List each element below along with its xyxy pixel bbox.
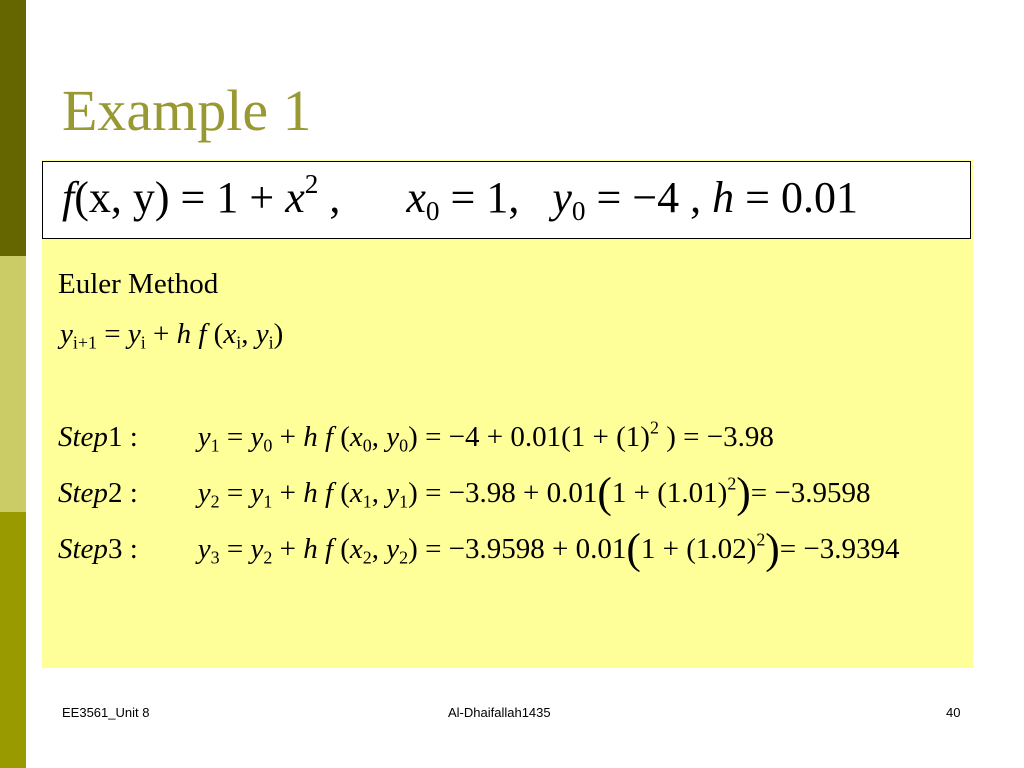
given-func-args: (x, y) (74, 173, 170, 222)
formula-y-sub: i (140, 332, 146, 353)
slide-title: Example 1 (62, 78, 312, 143)
step-x-sub: 0 (362, 435, 372, 456)
formula-x: x (223, 318, 237, 350)
given-y0-sub: 0 (571, 196, 586, 227)
step-computation: = −3.9598 + 0.01 (425, 533, 627, 565)
given-y0-value: = −4 , (596, 173, 702, 222)
sidebar-stripe-dark (0, 0, 26, 256)
step-rhs-sub: 2 (263, 547, 273, 568)
step-rhs-sub: 0 (263, 435, 273, 456)
step-f: f (324, 421, 333, 453)
step-y: y (386, 533, 400, 565)
step-number: 3 : (107, 533, 138, 565)
step-h: h (303, 477, 318, 509)
formula-lhs-sub: i+1 (72, 332, 97, 353)
step-x: x (349, 533, 363, 565)
sidebar-stripe-light (0, 256, 26, 512)
formula-h: h (176, 318, 192, 350)
step-f: f (324, 533, 333, 565)
step-result: ) = −3.98 (666, 421, 774, 453)
given-func-name: f (62, 173, 75, 222)
footer-author: Al-Dhaifallah1435 (448, 705, 551, 720)
euler-formula (60, 318, 283, 351)
formula-open: ( (206, 318, 224, 350)
step-row-2: Step2 : $y_2 = y_1 + h$ f ($x_1$, $y_1) = -3.98 + 0.01(1 + (1.01)^2)= -3.9598$ (58, 469, 871, 518)
step-rhs-y: y (250, 477, 264, 509)
step-exponent: 2 (756, 529, 766, 550)
given-x0-sub: 0 (425, 196, 440, 227)
big-paren-close: ) (765, 525, 780, 574)
formula-comma: , (241, 318, 256, 350)
big-paren-open: ( (626, 525, 641, 574)
step-y-sub: 2 (399, 547, 409, 568)
step-row-1: Step1 : $y_1 = y_0 + h$ f ($x_0$, $y_0) = -4 + 0.01(1 + (1)^2$ ) = −3.98 (58, 417, 774, 456)
step-y: y (386, 421, 400, 453)
step-computation: = −4 + 0.01(1 + (1) (425, 421, 650, 453)
step-lhs-y: y (197, 421, 211, 453)
step-exponent: 2 (727, 473, 737, 494)
step-y-sub: 0 (399, 435, 409, 456)
step-row-3: Step3 : $y_3 = y_2 + h$ f ($x_2$, $y_2) = -3.9598 + 0.01(1 + (1.02)^2)= -3.9394$ (58, 525, 900, 574)
step-computation: = −3.98 + 0.01 (425, 477, 598, 509)
step-lhs-y: y (197, 477, 211, 509)
formula-x-sub: i (236, 332, 242, 353)
formula-y2: y (255, 318, 269, 350)
given-h-value: = 0.01 (745, 173, 858, 222)
given-h-label: h (712, 173, 735, 222)
given-func-var: x (285, 173, 305, 222)
step-h: h (303, 421, 318, 453)
given-func-expr: = 1 + (180, 173, 286, 222)
step-x: x (349, 421, 363, 453)
big-paren-open: ( (597, 469, 612, 518)
big-paren-close: ) (736, 469, 751, 518)
step-number: 2 : (107, 477, 138, 509)
step-y: y (386, 477, 400, 509)
step-rhs-y: y (250, 533, 264, 565)
step-rhs-sub: 1 (263, 491, 273, 512)
step-lhs-sub: 3 (210, 547, 220, 568)
step-label: Step (58, 421, 108, 453)
step-x-sub: 2 (362, 547, 372, 568)
given-y0-label: y (552, 173, 572, 222)
sidebar-stripe-olive (0, 512, 26, 768)
given-x0-value: = 1, (450, 173, 520, 222)
step-inner: 1 + (1.01) (611, 477, 728, 509)
method-title: Euler Method (58, 268, 219, 300)
step-lhs-sub: 2 (210, 491, 220, 512)
step-h: h (303, 533, 318, 565)
formula-lhs: y (60, 318, 73, 350)
formula-f: f (198, 318, 207, 350)
step-f: f (324, 477, 333, 509)
step-rhs-y: y (250, 421, 264, 453)
step-number: 1 : (107, 421, 138, 453)
given-func-exp: 2 (304, 168, 319, 199)
step-lhs-y: y (197, 533, 211, 565)
step-label: Step (58, 533, 108, 565)
given-x0-label: x (406, 173, 426, 222)
step-lhs-sub: 1 (210, 435, 220, 456)
given-equation: f(x, $y) = 1 + x^2$ , $x_0 = 1$, $y_0 = -4$ , h = 0.01 (62, 168, 858, 227)
step-label: Step (58, 477, 108, 509)
step-exponent: 2 (649, 417, 659, 438)
step-x-sub: 1 (362, 491, 372, 512)
formula-eq: = (97, 318, 128, 350)
formula-y2-sub: i (268, 332, 274, 353)
formula-plus: + (145, 318, 177, 350)
footer-course: EE3561_Unit 8 (62, 705, 150, 720)
formula-y: y (127, 318, 141, 350)
footer-page-number: 40 (946, 705, 961, 720)
step-result: = −3.9598 (750, 477, 871, 509)
step-x: x (349, 477, 363, 509)
step-y-sub: 1 (399, 491, 409, 512)
step-result: = −3.9394 (779, 533, 900, 565)
formula-close: ) (273, 318, 284, 350)
step-inner: 1 + (1.02) (640, 533, 757, 565)
